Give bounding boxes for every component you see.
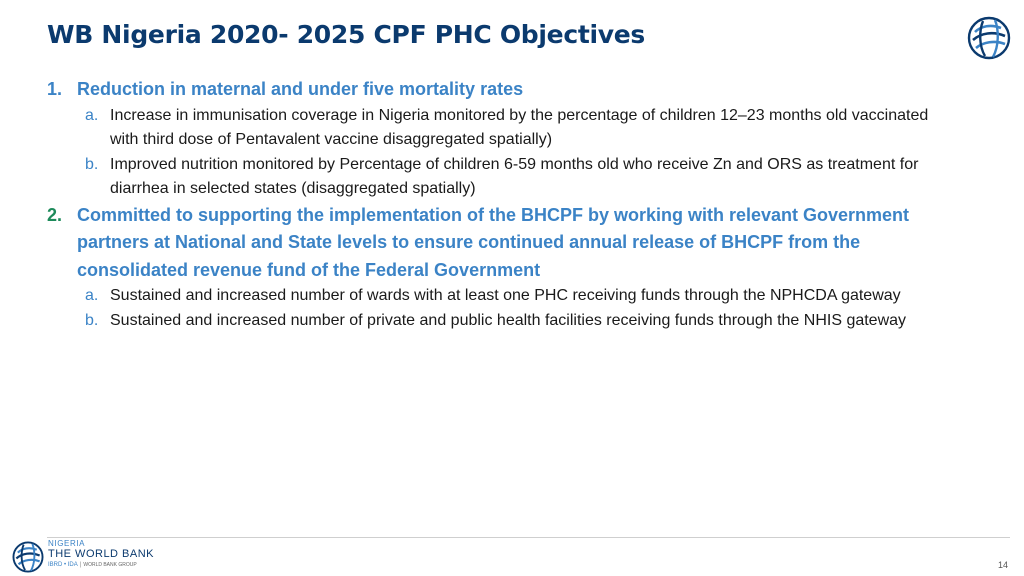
footer-org-group: WORLD BANK GROUP [83, 562, 137, 568]
world-bank-globe-icon [967, 16, 1011, 60]
footer-country: NIGERIA [48, 539, 86, 548]
page-number: 14 [997, 560, 1008, 570]
subitem-text: Sustained and increased number of wards with at least one PHC receiving funds through the NPHCDA gateway [110, 287, 901, 304]
subitem-1a [47, 104, 947, 153]
subitem-letter: b. [85, 155, 99, 173]
footer-divider [47, 537, 1010, 538]
objective-heading: Reduction in maternal and under five mortality rates [77, 79, 524, 99]
footer-brand [48, 540, 154, 568]
subitem-2b [47, 309, 947, 334]
subitem-letter: a. [85, 287, 99, 304]
objective-1 [47, 76, 947, 104]
subitem-1b [47, 153, 947, 202]
subitem-text: Improved nutrition monitored by Percentage of children 6-59 months old who receive Zn and ORS as treatment for diarrhea in selected states (disaggregated spatially) [110, 155, 919, 197]
objectives-list [47, 76, 947, 333]
subitem-text: Sustained and increased number of private and public health facilities receiving funds through the NHIS gateway [110, 311, 907, 329]
subitem-2a [47, 284, 947, 309]
subitem-text: Increase in immunisation coverage in Nigeria monitored by the percentage of children 12–23 months old vaccinated with third dose of Pentavalent vaccine disaggregated spatially) [110, 106, 929, 148]
objective-heading: Committed to supporting the implementation of the BHCPF by working with relevant Government partners at National and State levels to ensure continued annual release of BHCPF from the consolidated revenue fund of the Federal Government [77, 204, 910, 280]
footer-org-name: THE WORLD BANK [48, 548, 155, 560]
world-bank-globe-icon [12, 541, 44, 573]
objective-number: 1. [47, 79, 63, 99]
subitem-letter: b. [85, 311, 99, 329]
footer-org-affiliates: IBRD • IDA [48, 562, 78, 568]
objective-2 [47, 202, 947, 285]
subitem-letter: a. [85, 106, 99, 124]
footer-org-sub: IBRD • IDA | WORLD BANK GROUP [48, 562, 137, 568]
slide-title: WB Nigeria 2020- 2025 CPF PHC Objectives [47, 20, 645, 49]
objective-number: 2. [47, 204, 63, 225]
